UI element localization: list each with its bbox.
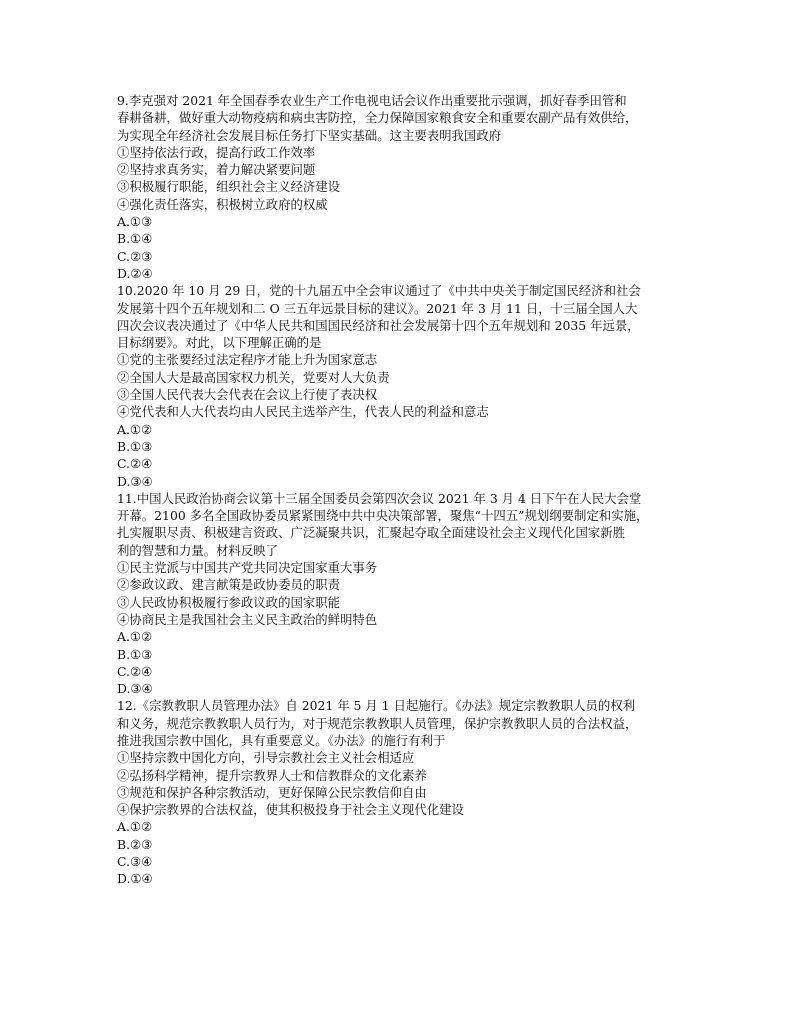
stem-line: 为实现全年经济社会发展目标任务打下坚实基础。这主要表明我国政府 — [117, 127, 502, 143]
option-a[interactable]: A.①② — [117, 819, 153, 835]
option-a[interactable]: A.①② — [117, 421, 153, 437]
statement: ③规范和保护各种宗教活动，更好保障公民宗教信仰自由 — [117, 784, 427, 800]
stem-line: 10.2020 年 10 月 29 日，党的十九届五中全会审议通过了《中共中央关于制定国民经济和社会 — [117, 283, 641, 299]
statement: ③全国人民代表大会代表在会议上行使了表决权 — [117, 387, 378, 403]
question-12 — [117, 697, 689, 887]
statement: ①坚持宗教中国化方向，引导宗教社会主义社会相适应 — [117, 750, 415, 766]
stem-line: 11.中国人民政治协商会议第十三届全国委员会第四次会议 2021 年 3 月 4 日下午在人民大会堂 — [117, 490, 642, 506]
option-c[interactable]: C.②④ — [117, 456, 153, 472]
statement: ②全国人大是最高国家权力机关，党要对人大负责 — [117, 369, 390, 385]
question-stem — [117, 697, 689, 749]
statement: ④保护宗教界的合法权益，使其积极投身于社会主义现代化建设 — [117, 802, 464, 818]
statement: ①党的主张要经过法定程序才能上升为国家意志 — [117, 352, 378, 368]
stem-line: 扎实履职尽责、积极建言资政、广泛凝聚共识，汇聚起夺取全面建设社会主义现代化国家新胜 — [117, 525, 626, 541]
exam-page — [117, 92, 689, 888]
question-10 — [117, 282, 689, 490]
stem-line: 目标纲要》。对此，以下理解正确的是 — [117, 335, 322, 351]
option-c[interactable]: C.②④ — [117, 663, 153, 679]
statement: ①坚持依法行政，提高行政工作效率 — [117, 144, 316, 160]
stem-line: 12.《宗教教职人员管理办法》自 2021 年 5 月 1 日起施行。《办法》规定宗教教职人员的权利 — [117, 698, 636, 714]
option-d[interactable]: D.③④ — [117, 681, 153, 697]
question-stem — [117, 490, 689, 559]
stem-line: 发展第十四个五年规划和二 O 三五年远景目标的建议》。2021 年 3 月 11 日，十三届全国人大 — [117, 300, 638, 316]
option-b[interactable]: B.①③ — [117, 438, 153, 454]
question-11 — [117, 490, 689, 698]
option-c[interactable]: C.③④ — [117, 854, 153, 870]
statement: ②弘扬科学精神，提升宗教界人士和信教群众的文化素养 — [117, 767, 427, 783]
statement: ④党代表和人大代表均由人民民主选举产生，代表人民的利益和意志 — [117, 404, 489, 420]
option-d[interactable]: D.①④ — [117, 871, 153, 887]
option-b[interactable]: B.①③ — [117, 646, 153, 662]
question-stem — [117, 92, 689, 144]
stem-line: 春耕备耕，做好重大动物疫病和病虫害防控，全力保障国家粮食安全和重要农副产品有效供给， — [117, 110, 638, 126]
statement: ④强化责任落实，积极树立政府的权威 — [117, 196, 328, 212]
option-b[interactable]: B.①④ — [117, 231, 153, 247]
statement: ①民主党派与中国共产党共同决定国家重大事务 — [117, 560, 378, 576]
stem-line: 9.李克强对 2021 年全国春季农业生产工作电视电话会议作出重要批示强调，抓好春季田管和 — [117, 93, 627, 108]
statement: ③积极履行职能，组织社会主义经济建设 — [117, 179, 341, 195]
statement: ④协商民主是我国社会主义民主政治的鲜明特色 — [117, 611, 378, 627]
stem-line: 推进我国宗教中国化，具有重要意义。《办法》的施行有利于 — [117, 732, 446, 748]
option-a[interactable]: A.①③ — [117, 214, 153, 230]
stem-line: 四次会议表决通过了《中华人民共和国国民经济和社会发展第十四个五年规划和 2035 年远景， — [117, 317, 640, 333]
option-c[interactable]: C.②③ — [117, 248, 153, 264]
question-9 — [117, 92, 689, 282]
option-a[interactable]: A.①② — [117, 629, 153, 645]
statement: ③人民政协积极履行参政议政的国家职能 — [117, 594, 341, 610]
stem-line: 开幕。2100 多名全国政协委员紧紧围绕中共中央决策部署，聚焦“十四五”规划纲要制定和实施， — [117, 508, 649, 524]
statement: ②坚持求真务实，着力解决紧要问题 — [117, 162, 316, 178]
statement: ②参政议政、建言献策是政协委员的职责 — [117, 577, 341, 593]
option-d[interactable]: D.②④ — [117, 265, 153, 281]
question-stem — [117, 282, 689, 351]
option-b[interactable]: B.②③ — [117, 836, 153, 852]
stem-line: 和义务，规范宗教教职人员行为，对于规范宗教教职人员管理，保护宗教教职人员的合法权益， — [117, 715, 638, 731]
stem-line: 利的智慧和力量。材料反映了 — [117, 542, 279, 558]
option-d[interactable]: D.③④ — [117, 473, 153, 489]
